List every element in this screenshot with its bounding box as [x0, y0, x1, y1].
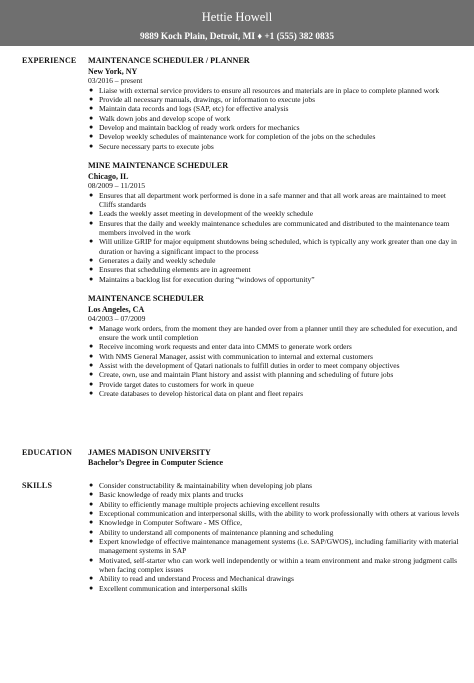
bullet-item — [88, 104, 460, 113]
skill-item — [88, 556, 460, 575]
bullet-icon: ● — [89, 574, 94, 583]
skill-item — [88, 509, 460, 518]
job-entry — [88, 56, 460, 151]
bullet-text: Secure necessary parts to execute jobs — [99, 141, 214, 151]
candidate-name: Hettie Howell — [201, 10, 273, 24]
bullet-icon: ● — [89, 256, 94, 264]
bullet-icon: ● — [89, 361, 94, 369]
bullet-text: Provide target dates to customers for work in queue — [99, 379, 254, 389]
bullet-icon: ● — [89, 518, 94, 527]
skills-list — [88, 481, 460, 593]
bullet-text: Ability to efficiently manage multiple projects achieving excellent results — [99, 499, 320, 509]
bullet-item — [88, 361, 460, 370]
bullet-item — [88, 132, 460, 141]
skill-item — [88, 574, 460, 583]
bullet-text: Leads the weekly asset meeting in development of the weekly schedule — [99, 209, 314, 219]
job-bullets — [88, 191, 460, 284]
bullet-text: Maintains a backlog list for execution during “windows of opportunity” — [99, 274, 315, 284]
skill-item — [88, 481, 460, 490]
bullet-item — [88, 265, 460, 274]
bullet-item — [88, 380, 460, 389]
bullet-text: Create databases to develop historical data on plant and fleet repairs — [99, 389, 304, 399]
bullet-text: Excellent communication and interpersonal skills — [99, 583, 248, 593]
bullet-icon: ● — [89, 218, 94, 227]
bullet-item — [88, 219, 460, 238]
bullet-icon: ● — [89, 141, 94, 150]
skill-item — [88, 528, 460, 537]
bullet-item — [88, 114, 460, 123]
bullet-icon: ● — [89, 499, 94, 508]
job-title: MAINTENANCE SCHEDULER — [88, 294, 204, 304]
job-dates: 08/2009 – 11/2015 — [88, 181, 146, 191]
bullet-text: Will utilize GRIP for major equipment shutdowns being scheduled, which is typically any work greater than one day in duration or having a significant impact to the process — [99, 237, 457, 256]
bullet-text: Develop and maintain backlog of ready work orders for mechanics — [99, 122, 300, 132]
bullet-text: Basic knowledge of ready mix plants and trucks — [99, 490, 244, 500]
bullet-item — [88, 352, 460, 361]
bullet-icon: ● — [89, 85, 94, 94]
bullet-icon: ● — [89, 481, 94, 489]
bullet-icon: ● — [89, 379, 94, 388]
job-dates: 04/2003 – 07/2009 — [88, 314, 146, 324]
bullet-icon: ● — [89, 389, 94, 398]
job-title: MAINTENANCE SCHEDULER / PLANNER — [88, 56, 250, 65]
bullet-text: Create, own, use and maintain Plant history and assist with planning and scheduling of future jobs — [99, 370, 394, 380]
bullet-icon: ● — [89, 527, 94, 536]
contact-line: 9889 Koch Plain, Detroit, MI ♦ +1 (555) 382 0835 — [140, 32, 334, 42]
bullet-icon: ● — [89, 113, 94, 122]
bullet-text: Liaise with external service providers to ensure all resources and materials are in place to complete planned work — [99, 85, 440, 95]
skill-item — [88, 537, 460, 556]
bullet-text: Ensures that the daily and weekly maintenance schedules are communicated and distributed to the maintenance team members involved in the work — [99, 218, 450, 237]
skill-item — [88, 518, 460, 527]
job-entry — [88, 294, 460, 398]
education-school: JAMES MADISON UNIVERSITY — [88, 448, 211, 457]
skill-item — [88, 490, 460, 499]
job-bullets — [88, 86, 460, 151]
bullet-icon: ● — [89, 94, 94, 103]
bullet-text: Ensures that all department work performed is done in a safe manner and that all work areas are maintained to meet Cliffs standards — [99, 190, 446, 209]
section-title-experience: EXPERIENCE — [22, 56, 77, 65]
bullet-icon: ● — [89, 274, 94, 283]
bullet-text: With NMS General Manager, assist with communication to internal and external customers — [99, 351, 373, 361]
bullet-text: Receive incoming work requests and enter data into CMMS to generate work orders — [99, 342, 352, 352]
bullet-text: Provide all necessary manuals, drawings, or information to execute jobs — [99, 94, 315, 104]
bullet-item — [88, 209, 460, 218]
bullet-text: Expert knowledge of effective maintenance management systems (i.e. SAP/GWOS), including familiarity with material management systems in SAP — [99, 537, 459, 556]
bullet-icon: ● — [89, 490, 94, 499]
bullet-item — [88, 256, 460, 265]
bullet-text: Assist with the development of Qatari nationals to fulfill duties in order to meet company objectives — [99, 361, 400, 370]
bullet-text: Develop weekly schedules of maintenance work for completion of the jobs on the schedules — [99, 132, 376, 142]
bullet-text: Walk down jobs and develop scope of work — [99, 113, 231, 123]
bullet-icon: ● — [89, 237, 94, 246]
experience-body — [88, 56, 460, 405]
bullet-icon: ● — [89, 265, 94, 274]
bullet-icon: ● — [89, 370, 94, 379]
bullet-icon: ● — [89, 323, 94, 332]
bullet-item — [88, 142, 460, 151]
bullet-icon: ● — [89, 583, 94, 592]
job-title: MINE MAINTENANCE SCHEDULER — [88, 161, 229, 170]
bullet-item — [88, 191, 460, 210]
education-body — [88, 448, 460, 468]
education-degree: Bachelor’s Degree in Computer Science — [88, 458, 224, 467]
bullet-icon: ● — [89, 342, 94, 351]
bullet-text: Motivated, self-starter who can work well independently or within a team environment and make strong judgment calls when facing complex issues — [99, 555, 458, 575]
bullet-icon: ● — [89, 351, 94, 360]
job-bullets — [88, 324, 460, 399]
bullet-text: Generates a daily and weekly schedule — [99, 256, 216, 265]
section-title-education: EDUCATION — [22, 448, 73, 457]
job-entry — [88, 161, 460, 284]
skills-body — [88, 481, 460, 593]
bullet-text: Ability to understand all components of maintenance planning and scheduling — [99, 527, 334, 537]
bullet-icon: ● — [89, 537, 94, 546]
bullet-item — [88, 370, 460, 379]
job-location: Chicago, IL — [88, 172, 129, 181]
bullet-icon: ● — [89, 555, 94, 564]
job-location: New York, NY — [88, 67, 138, 76]
bullet-text: Ability to read and understand Process and Mechanical drawings — [99, 574, 294, 584]
bullet-item — [88, 123, 460, 132]
bullet-item — [88, 95, 460, 104]
bullet-icon: ● — [89, 190, 94, 199]
bullet-item — [88, 86, 460, 95]
bullet-icon: ● — [89, 104, 94, 113]
skill-item — [88, 500, 460, 509]
bullet-text: Maintain data records and logs (SAP, etc) for effective analysis — [99, 104, 289, 114]
resume-header — [0, 0, 474, 46]
bullet-icon: ● — [89, 122, 94, 131]
job-dates: 03/2016 – present — [88, 76, 143, 86]
bullet-icon: ● — [89, 509, 94, 518]
bullet-icon: ● — [89, 209, 94, 218]
bullet-item — [88, 237, 460, 256]
bullet-text: Knowledge in Computer Software - MS Office, — [99, 518, 242, 528]
skill-item — [88, 584, 460, 593]
bullet-item — [88, 324, 460, 343]
bullet-text: Consider constructability & maintainability when developing job plans — [99, 481, 313, 490]
section-title-skills: SKILLS — [22, 481, 53, 490]
job-location: Los Angeles, CA — [88, 305, 145, 315]
bullet-item — [88, 342, 460, 351]
bullet-text: Exceptional communication and interpersonal skills, with the ability to work professionally with others at various levels — [99, 509, 460, 519]
bullet-text: Ensures that scheduling elements are in agreement — [99, 265, 251, 275]
bullet-text: Manage work orders, from the moment they are handed over from a planner until they are scheduled for execution, and ensure the work until completion — [99, 323, 457, 342]
bullet-item — [88, 389, 460, 398]
bullet-icon: ● — [89, 132, 94, 141]
bullet-item — [88, 275, 460, 284]
